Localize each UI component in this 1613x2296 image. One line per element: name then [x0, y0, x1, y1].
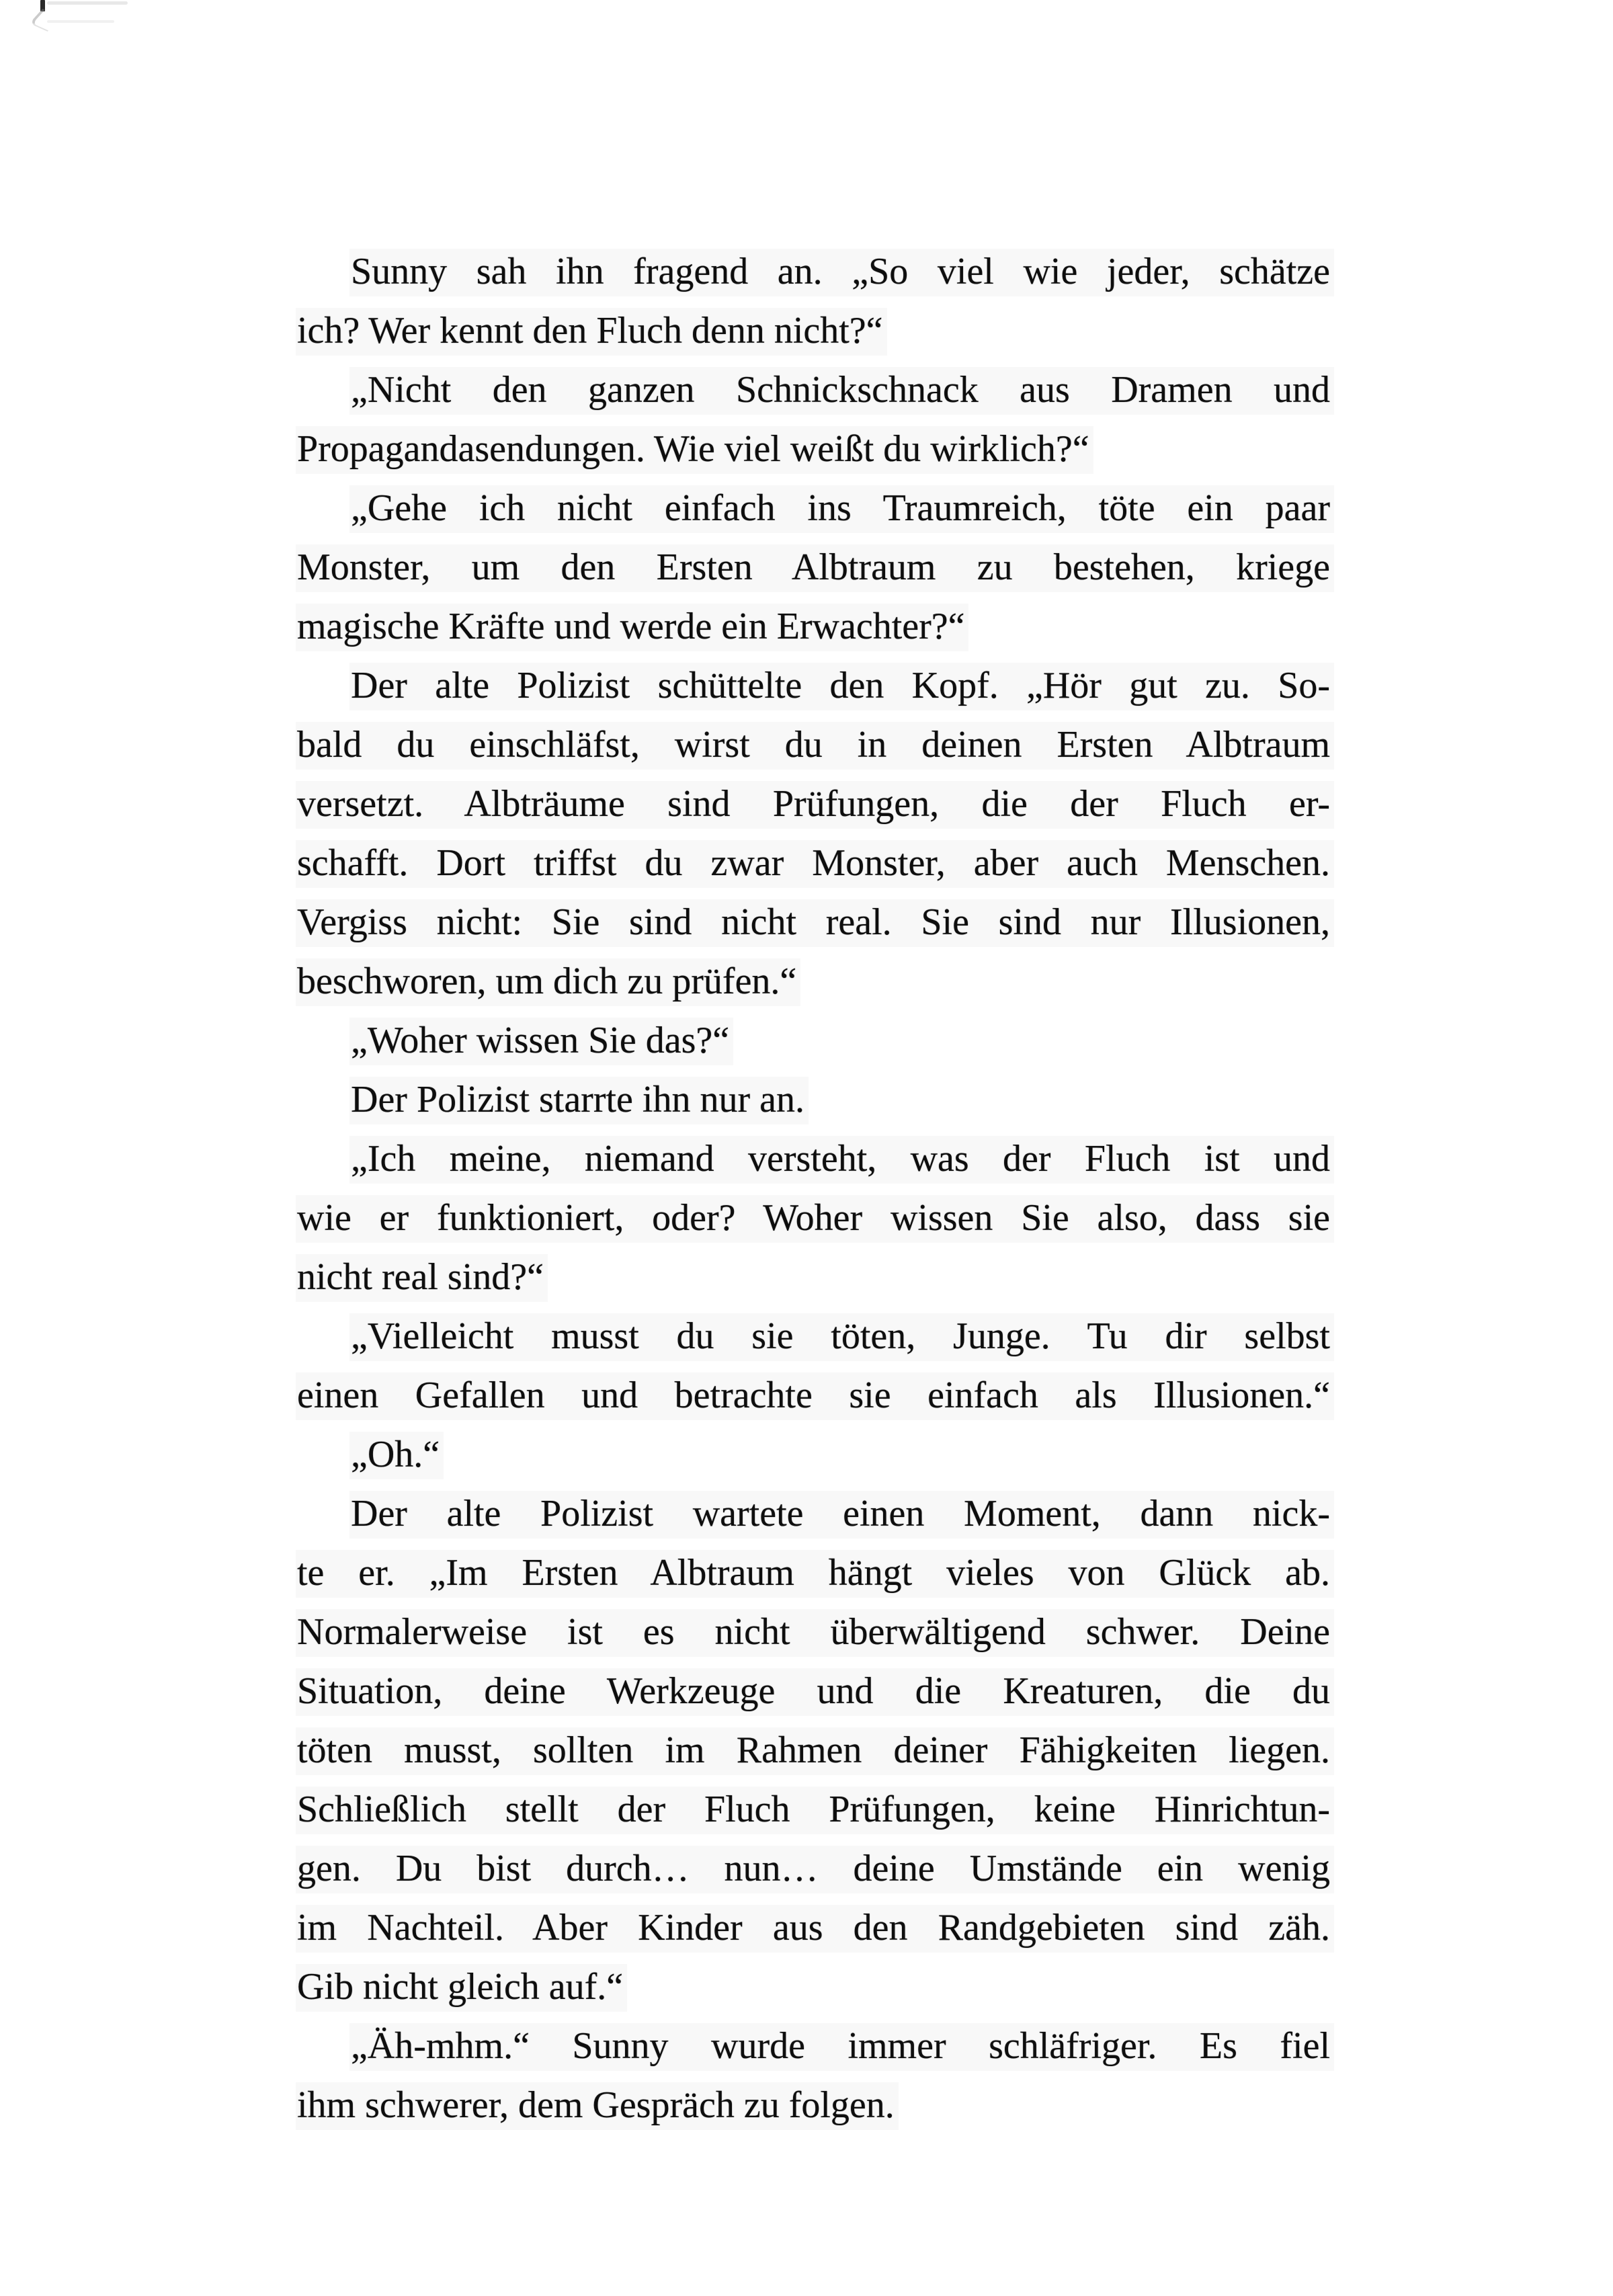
text-line: [296, 597, 1334, 656]
text-line: [296, 1484, 1334, 1543]
text-line-content: Normalerweise ist es nicht überwältigend schwer. Deine: [296, 1609, 1334, 1657]
text-line-content: „Vielleicht musst du sie töten, Junge. Tu dir selbst: [349, 1313, 1334, 1361]
text-line-content: töten musst, sollten im Rahmen deiner Fähigkeiten liegen.: [296, 1727, 1334, 1775]
text-line-content: schafft. Dort triffst du zwar Monster, aber auch Menschen.: [296, 840, 1334, 888]
text-line-content: beschworen, um dich zu prüfen.“: [296, 958, 800, 1006]
text-line: [296, 656, 1334, 715]
text-line-content: Situation, deine Werkzeuge und die Kreaturen, die du: [296, 1668, 1334, 1716]
text-line-content: wie er funktioniert, oder? Woher wissen Sie also, dass sie: [296, 1195, 1334, 1243]
text-line: [296, 1247, 1334, 1307]
text-line-content: „Oh.“: [349, 1432, 444, 1479]
scan-artifact-streak: [47, 20, 114, 23]
text-line-content: „Woher wissen Sie das?“: [349, 1018, 733, 1065]
text-line-content: Monster, um den Ersten Albtraum zu bestehen, kriege: [296, 544, 1334, 592]
text-line-content: te er. „Im Ersten Albtraum hängt vieles von Glück ab.: [296, 1550, 1334, 1598]
text-line-content: bald du einschläfst, wirst du in deinen Ersten Albtraum: [296, 722, 1334, 770]
text-line: [296, 419, 1334, 479]
text-line: [296, 1425, 1334, 1484]
text-line: [296, 715, 1334, 774]
text-line: [296, 1307, 1334, 1366]
text-line-content: Gib nicht gleich auf.“: [296, 1964, 627, 2012]
text-line: [296, 1839, 1334, 1898]
text-line: [296, 360, 1334, 419]
text-line-content: nicht real sind?“: [296, 1254, 548, 1302]
text-line: [296, 1780, 1334, 1839]
text-line: [296, 893, 1334, 952]
text-line-content: Schließlich stellt der Fluch Prüfungen, keine Hinrichtun-: [296, 1787, 1334, 1834]
text-line: [296, 2076, 1334, 2135]
text-line: [296, 1543, 1334, 1602]
text-line: [296, 1957, 1334, 2016]
page-text-block: [296, 242, 1334, 2135]
text-line-content: Der alte Polizist schüttelte den Kopf. „Hör gut zu. So-: [349, 663, 1334, 710]
text-line-content: ich? Wer kennt den Fluch denn nicht?“: [296, 308, 887, 356]
text-line: [296, 1129, 1334, 1188]
text-line: [296, 538, 1334, 597]
text-line-content: im Nachteil. Aber Kinder aus den Randgebieten sind zäh.: [296, 1905, 1334, 1953]
text-line: [296, 1721, 1334, 1780]
text-line-content: Der alte Polizist wartete einen Moment, dann nick-: [349, 1491, 1334, 1539]
text-line-content: „Äh-mhm.“ Sunny wurde immer schläfriger. Es fiel: [349, 2023, 1334, 2071]
text-line-content: „Nicht den ganzen Schnickschnack aus Dramen und: [349, 367, 1334, 415]
text-line: [296, 479, 1334, 538]
text-line-content: ihm schwerer, dem Gespräch zu folgen.: [296, 2082, 899, 2130]
text-line: [296, 1662, 1334, 1721]
text-line-content: Vergiss nicht: Sie sind nicht real. Sie sind nur Illusionen,: [296, 899, 1334, 947]
text-line: [296, 1011, 1334, 1070]
text-line-content: „Ich meine, niemand versteht, was der Fluch ist und: [349, 1136, 1334, 1184]
text-line-content: magische Kräfte und werde ein Erwachter?“: [296, 604, 968, 651]
text-line-content: versetzt. Albträume sind Prüfungen, die der Fluch er-: [296, 781, 1334, 829]
text-line: [296, 833, 1334, 893]
text-line: [296, 952, 1334, 1011]
text-line: [296, 2016, 1334, 2076]
text-line: [296, 1602, 1334, 1662]
text-line-content: einen Gefallen und betrachte sie einfach als Illusionen.“: [296, 1372, 1334, 1420]
text-line: [296, 1070, 1334, 1129]
text-line: [296, 1898, 1334, 1957]
text-line-content: Sunny sah ihn fragend an. „So viel wie jeder, schätze: [349, 249, 1334, 296]
text-line-content: Propagandasendungen. Wie viel weißt du wirklich?“: [296, 426, 1093, 474]
text-line-content: „Gehe ich nicht einfach ins Traumreich, töte ein paar: [349, 485, 1334, 533]
scan-artifact-streak: [47, 1, 128, 5]
text-line-content: gen. Du bist durch… nun… deine Umstände ein wenig: [296, 1846, 1334, 1893]
text-line: [296, 242, 1334, 301]
text-line: [296, 1188, 1334, 1247]
text-line: [296, 774, 1334, 833]
text-line: [296, 1366, 1334, 1425]
text-line-content: Der Polizist starrte ihn nur an.: [349, 1077, 809, 1124]
text-line: [296, 301, 1334, 360]
